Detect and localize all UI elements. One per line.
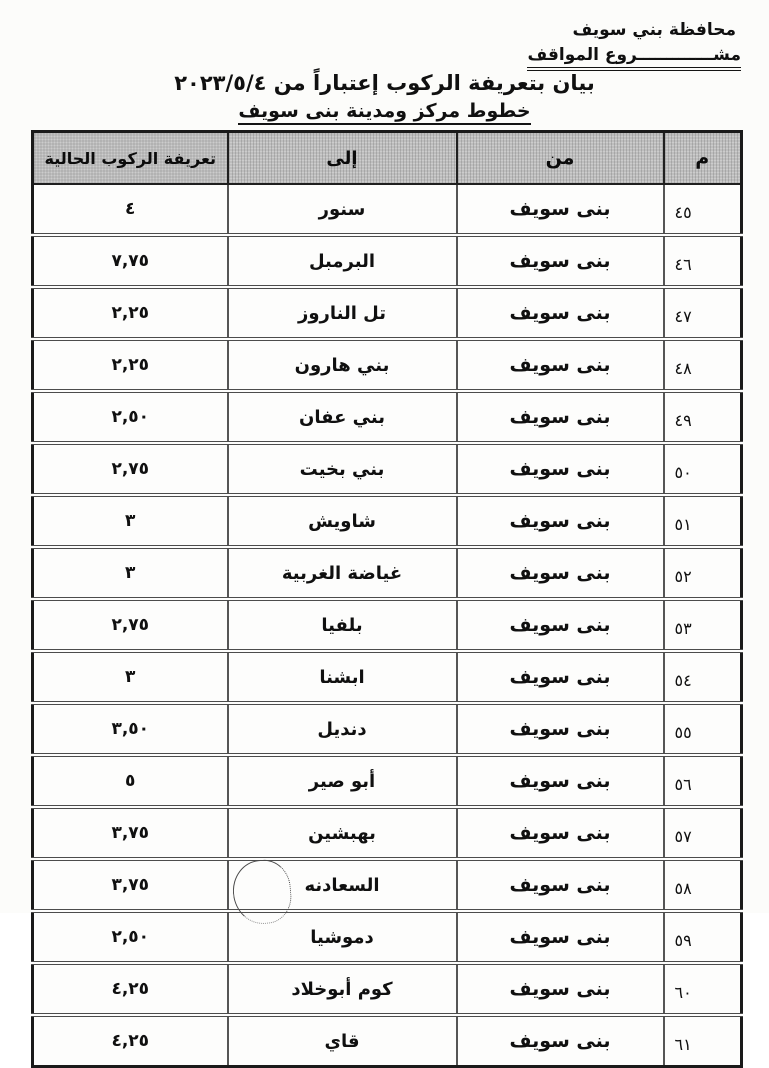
header-cell-number: م: [664, 132, 742, 185]
cell-to: بني هارون: [228, 339, 457, 391]
lines-subtitle: [0, 100, 769, 122]
cell-fare: ٤: [33, 184, 228, 235]
cell-from: بنى سويف: [457, 1015, 664, 1067]
cell-from: بنى سويف: [457, 339, 664, 391]
cell-fare: ٧,٧٥: [33, 235, 228, 287]
cell-from: بنى سويف: [457, 911, 664, 963]
cell-to: ابشنا: [228, 651, 457, 703]
table-row: [33, 443, 742, 495]
table-row: [33, 339, 742, 391]
table-row: [33, 859, 742, 911]
cell-to: بلفيا: [228, 599, 457, 651]
lines-subtitle-text: خطوط مركز ومدينة بنى سويف: [238, 100, 530, 125]
table-row: [33, 547, 742, 599]
table-row: [33, 651, 742, 703]
cell-from: بنى سويف: [457, 963, 664, 1015]
table-row: [33, 755, 742, 807]
cell-row-number: ٥٥: [664, 703, 742, 755]
cell-row-number: ٥٤: [664, 651, 742, 703]
table-row: [33, 963, 742, 1015]
table-row: [33, 599, 742, 651]
cell-fare: ٢,٢٥: [33, 287, 228, 339]
header-cell-to: إلى: [228, 132, 457, 185]
table-row: [33, 807, 742, 859]
cell-from: بنى سويف: [457, 391, 664, 443]
fare-table: [31, 130, 743, 1068]
statement-title: بيان بتعريفة الركوب إعتباراً من ٢٠٢٣/٥/٤: [174, 71, 595, 95]
cell-row-number: ٤٧: [664, 287, 742, 339]
cell-from: بنى سويف: [457, 651, 664, 703]
cell-row-number: ٥٠: [664, 443, 742, 495]
cell-fare: ٤,٢٥: [33, 963, 228, 1015]
cell-to: قاي: [228, 1015, 457, 1067]
cell-fare: ٤,٢٥: [33, 1015, 228, 1067]
cell-fare: ٥: [33, 755, 228, 807]
cell-row-number: ٥٩: [664, 911, 742, 963]
fare-table-body: [33, 184, 742, 1067]
cell-fare: ٢,٥٠: [33, 391, 228, 443]
cell-to: أبو صير: [228, 755, 457, 807]
cell-to: دنديل: [228, 703, 457, 755]
table-row: [33, 391, 742, 443]
cell-row-number: ٤٥: [664, 184, 742, 235]
cell-to: دموشيا: [228, 911, 457, 963]
cell-to: السعادنه: [228, 859, 457, 911]
table-row: [33, 495, 742, 547]
cell-to: البرمبل: [228, 235, 457, 287]
cell-row-number: ٥٣: [664, 599, 742, 651]
table-row: [33, 911, 742, 963]
cell-fare: ٣,٥٠: [33, 703, 228, 755]
cell-to: بني بخيت: [228, 443, 457, 495]
cell-row-number: ٥٢: [664, 547, 742, 599]
cell-fare: ٣: [33, 547, 228, 599]
cell-row-number: ٥٨: [664, 859, 742, 911]
cell-row-number: ٤٨: [664, 339, 742, 391]
cell-to: كوم أبوخلاد: [228, 963, 457, 1015]
cell-to: تل الناروز: [228, 287, 457, 339]
table-row: [33, 235, 742, 287]
cell-from: بنى سويف: [457, 807, 664, 859]
cell-row-number: ٥١: [664, 495, 742, 547]
cell-from: بنى سويف: [457, 599, 664, 651]
cell-from: بنى سويف: [457, 287, 664, 339]
table-row: [33, 703, 742, 755]
cell-fare: ٣: [33, 495, 228, 547]
cell-row-number: ٥٦: [664, 755, 742, 807]
cell-from: بنى سويف: [457, 235, 664, 287]
cell-fare: ٣,٧٥: [33, 859, 228, 911]
cell-from: بنى سويف: [457, 703, 664, 755]
cell-from: بنى سويف: [457, 184, 664, 235]
project-name-underlined: مشـــــــــــــروع المواقف: [527, 45, 741, 71]
table-row: [33, 287, 742, 339]
cell-fare: ٢,٧٥: [33, 443, 228, 495]
cell-fare: ٢,٧٥: [33, 599, 228, 651]
cell-fare: ٢,٢٥: [33, 339, 228, 391]
cell-to: بني عفان: [228, 391, 457, 443]
cell-to: شاويش: [228, 495, 457, 547]
cell-row-number: ٦١: [664, 1015, 742, 1067]
cell-from: بنى سويف: [457, 547, 664, 599]
cell-from: بنى سويف: [457, 755, 664, 807]
cell-fare: ٣,٧٥: [33, 807, 228, 859]
table-row: [33, 184, 742, 235]
cell-fare: ٣: [33, 651, 228, 703]
header-cell-from: من: [457, 132, 664, 185]
cell-to: سنور: [228, 184, 457, 235]
governorate-name: محافظة بني سويف: [572, 20, 736, 40]
cell-to: بهبشين: [228, 807, 457, 859]
cell-row-number: ٤٩: [664, 391, 742, 443]
letterhead: [527, 20, 741, 71]
cell-from: بنى سويف: [457, 859, 664, 911]
cell-row-number: ٥٧: [664, 807, 742, 859]
header-cell-fare: تعريفة الركوب الحالية: [33, 132, 228, 185]
cell-from: بنى سويف: [457, 443, 664, 495]
cell-from: بنى سويف: [457, 495, 664, 547]
table-header-row: [33, 132, 742, 185]
table-row: [33, 1015, 742, 1067]
cell-fare: ٢,٥٠: [33, 911, 228, 963]
cell-to: غياضة الغربية: [228, 547, 457, 599]
cell-row-number: ٦٠: [664, 963, 742, 1015]
cell-row-number: ٤٦: [664, 235, 742, 287]
